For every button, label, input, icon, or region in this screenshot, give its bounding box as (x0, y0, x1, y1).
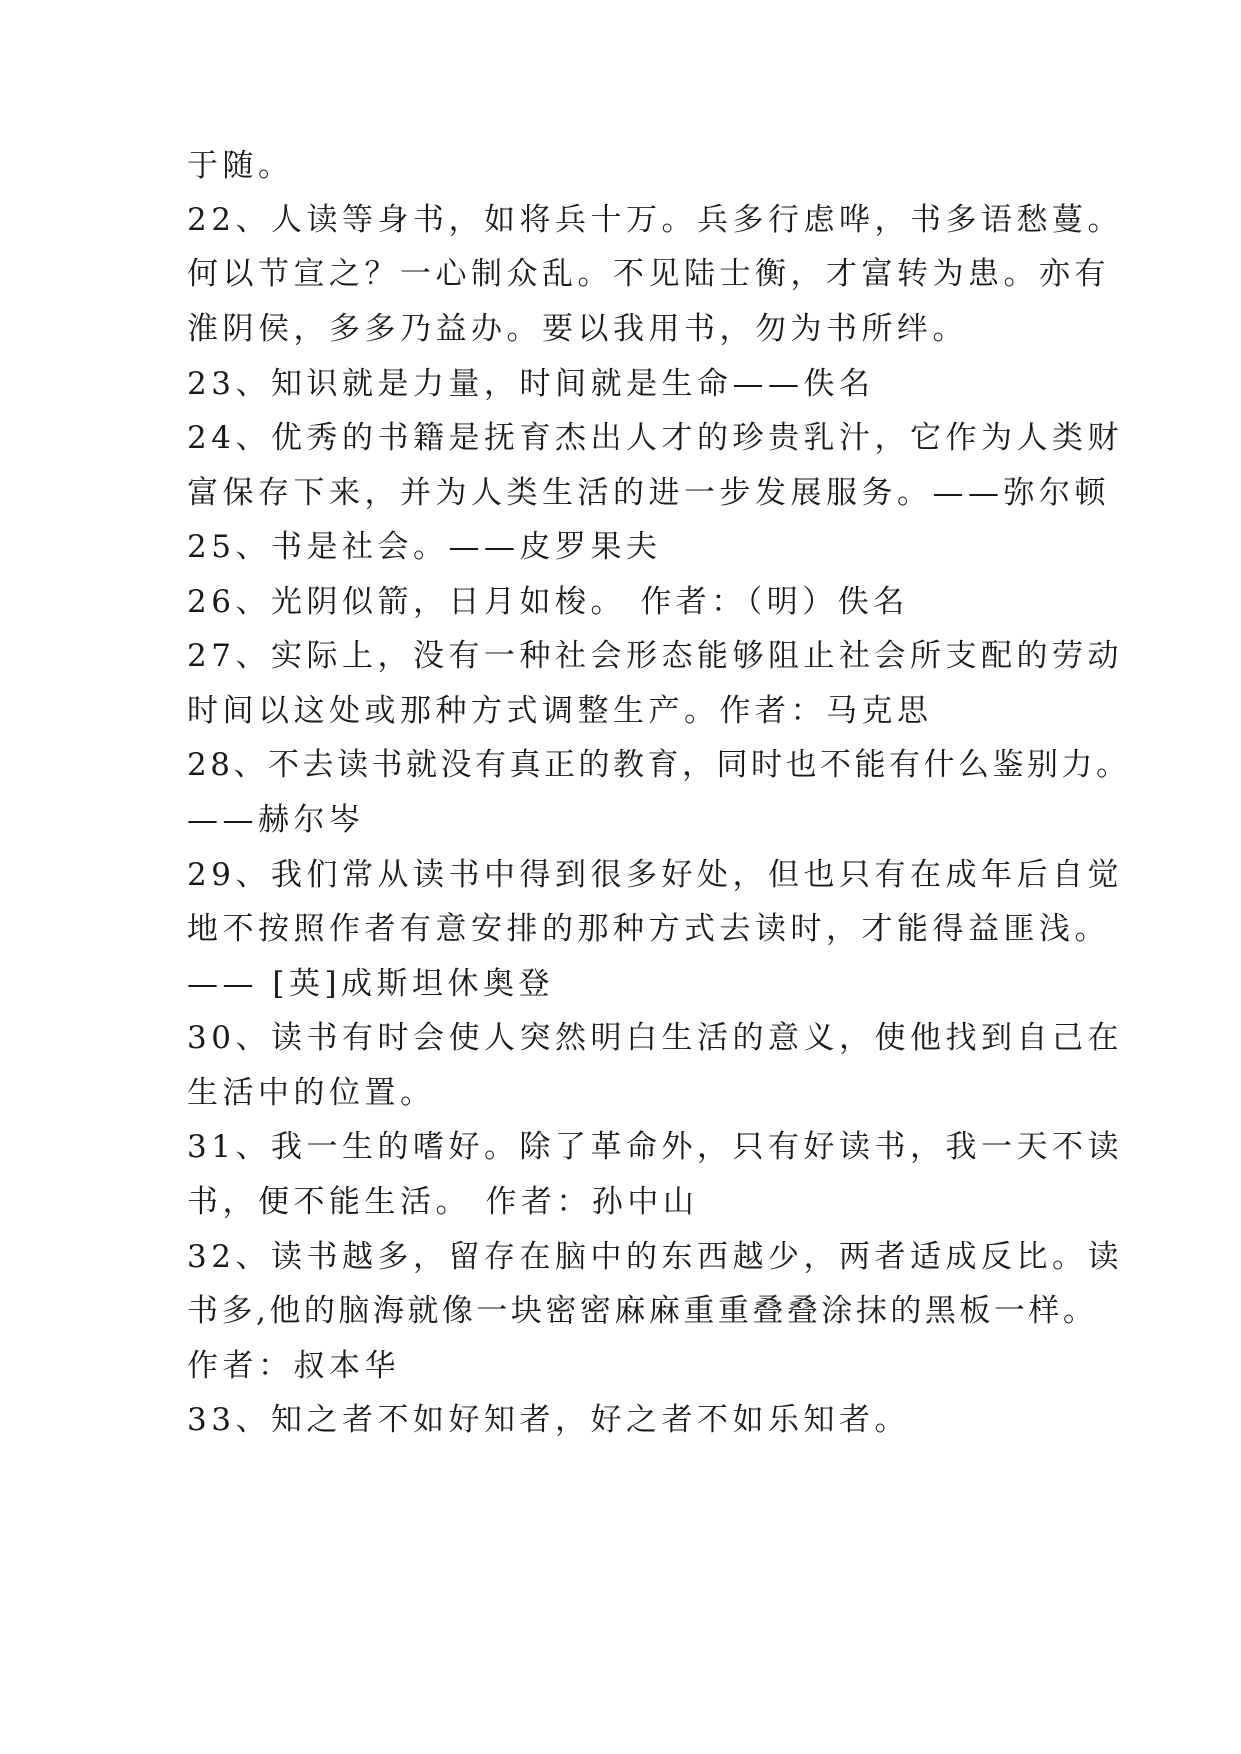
text-line: 作者：叔本华 (187, 1348, 400, 1384)
text-line: 富保存下来，并为人类生活的进一步发展服务。——弥尔顿 (187, 475, 1110, 511)
text-line: 25、书是社会。——皮罗果夫 (187, 529, 662, 565)
text-line: 33、知之者不如好知者，好之者不如乐知者。 (187, 1402, 910, 1438)
text-line: 22、人读等身书，如将兵十万。兵多行虑哗，书多语愁蔓。 (187, 202, 1123, 238)
text-line: 书多,他的脑海就像一块密密麻麻重重叠叠涂抹的黑板一样。 (187, 1293, 1098, 1329)
text-line: 时间以这处或那种方式调整生产。作者：马克思 (187, 693, 933, 729)
text-line: 淮阴侯，多多乃益办。要以我用书，勿为书所绊。 (187, 311, 968, 347)
text-line: —— [英]成斯坦休奥登 (187, 966, 555, 1002)
text-line: 27、实际上，没有一种社会形态能够阻止社会所支配的劳动 (187, 638, 1123, 674)
text-line: 于随。 (187, 148, 294, 184)
text-line: 29、我们常从读书中得到很多好处，但也只有在成年后自觉 (187, 857, 1123, 893)
text-line: 何以节宣之？一心制众乱。不见陆士衡，才富转为患。亦有 (187, 256, 1110, 292)
text-line: 24、优秀的书籍是抚育杰出人才的珍贵乳汁，它作为人类财 (187, 420, 1123, 456)
text-line: 28、不去读书就没有真正的教育，同时也不能有什么鉴别力。 (187, 747, 1131, 783)
text-line: ——赫尔岑 (187, 802, 365, 838)
text-line: 31、我一生的嗜好。除了革命外，只有好读书，我一天不读 (187, 1129, 1123, 1165)
text-line: 生活中的位置。 (187, 1075, 436, 1111)
text-line: 26、光阴似箭，日月如梭。 作者：（明）佚名 (187, 584, 909, 620)
text-line: 书，便不能生活。 作者：孙中山 (187, 1184, 699, 1220)
text-line: 32、读书越多，留存在脑中的东西越少，两者适成反比。读 (187, 1239, 1123, 1275)
text-line: 30、读书有时会使人突然明白生活的意义，使他找到自己在 (187, 1020, 1123, 1056)
text-line: 地不按照作者有意安排的那种方式去读时，才能得益匪浅。 (187, 911, 1110, 947)
text-line: 23、知识就是力量，时间就是生命——佚名 (187, 366, 875, 402)
